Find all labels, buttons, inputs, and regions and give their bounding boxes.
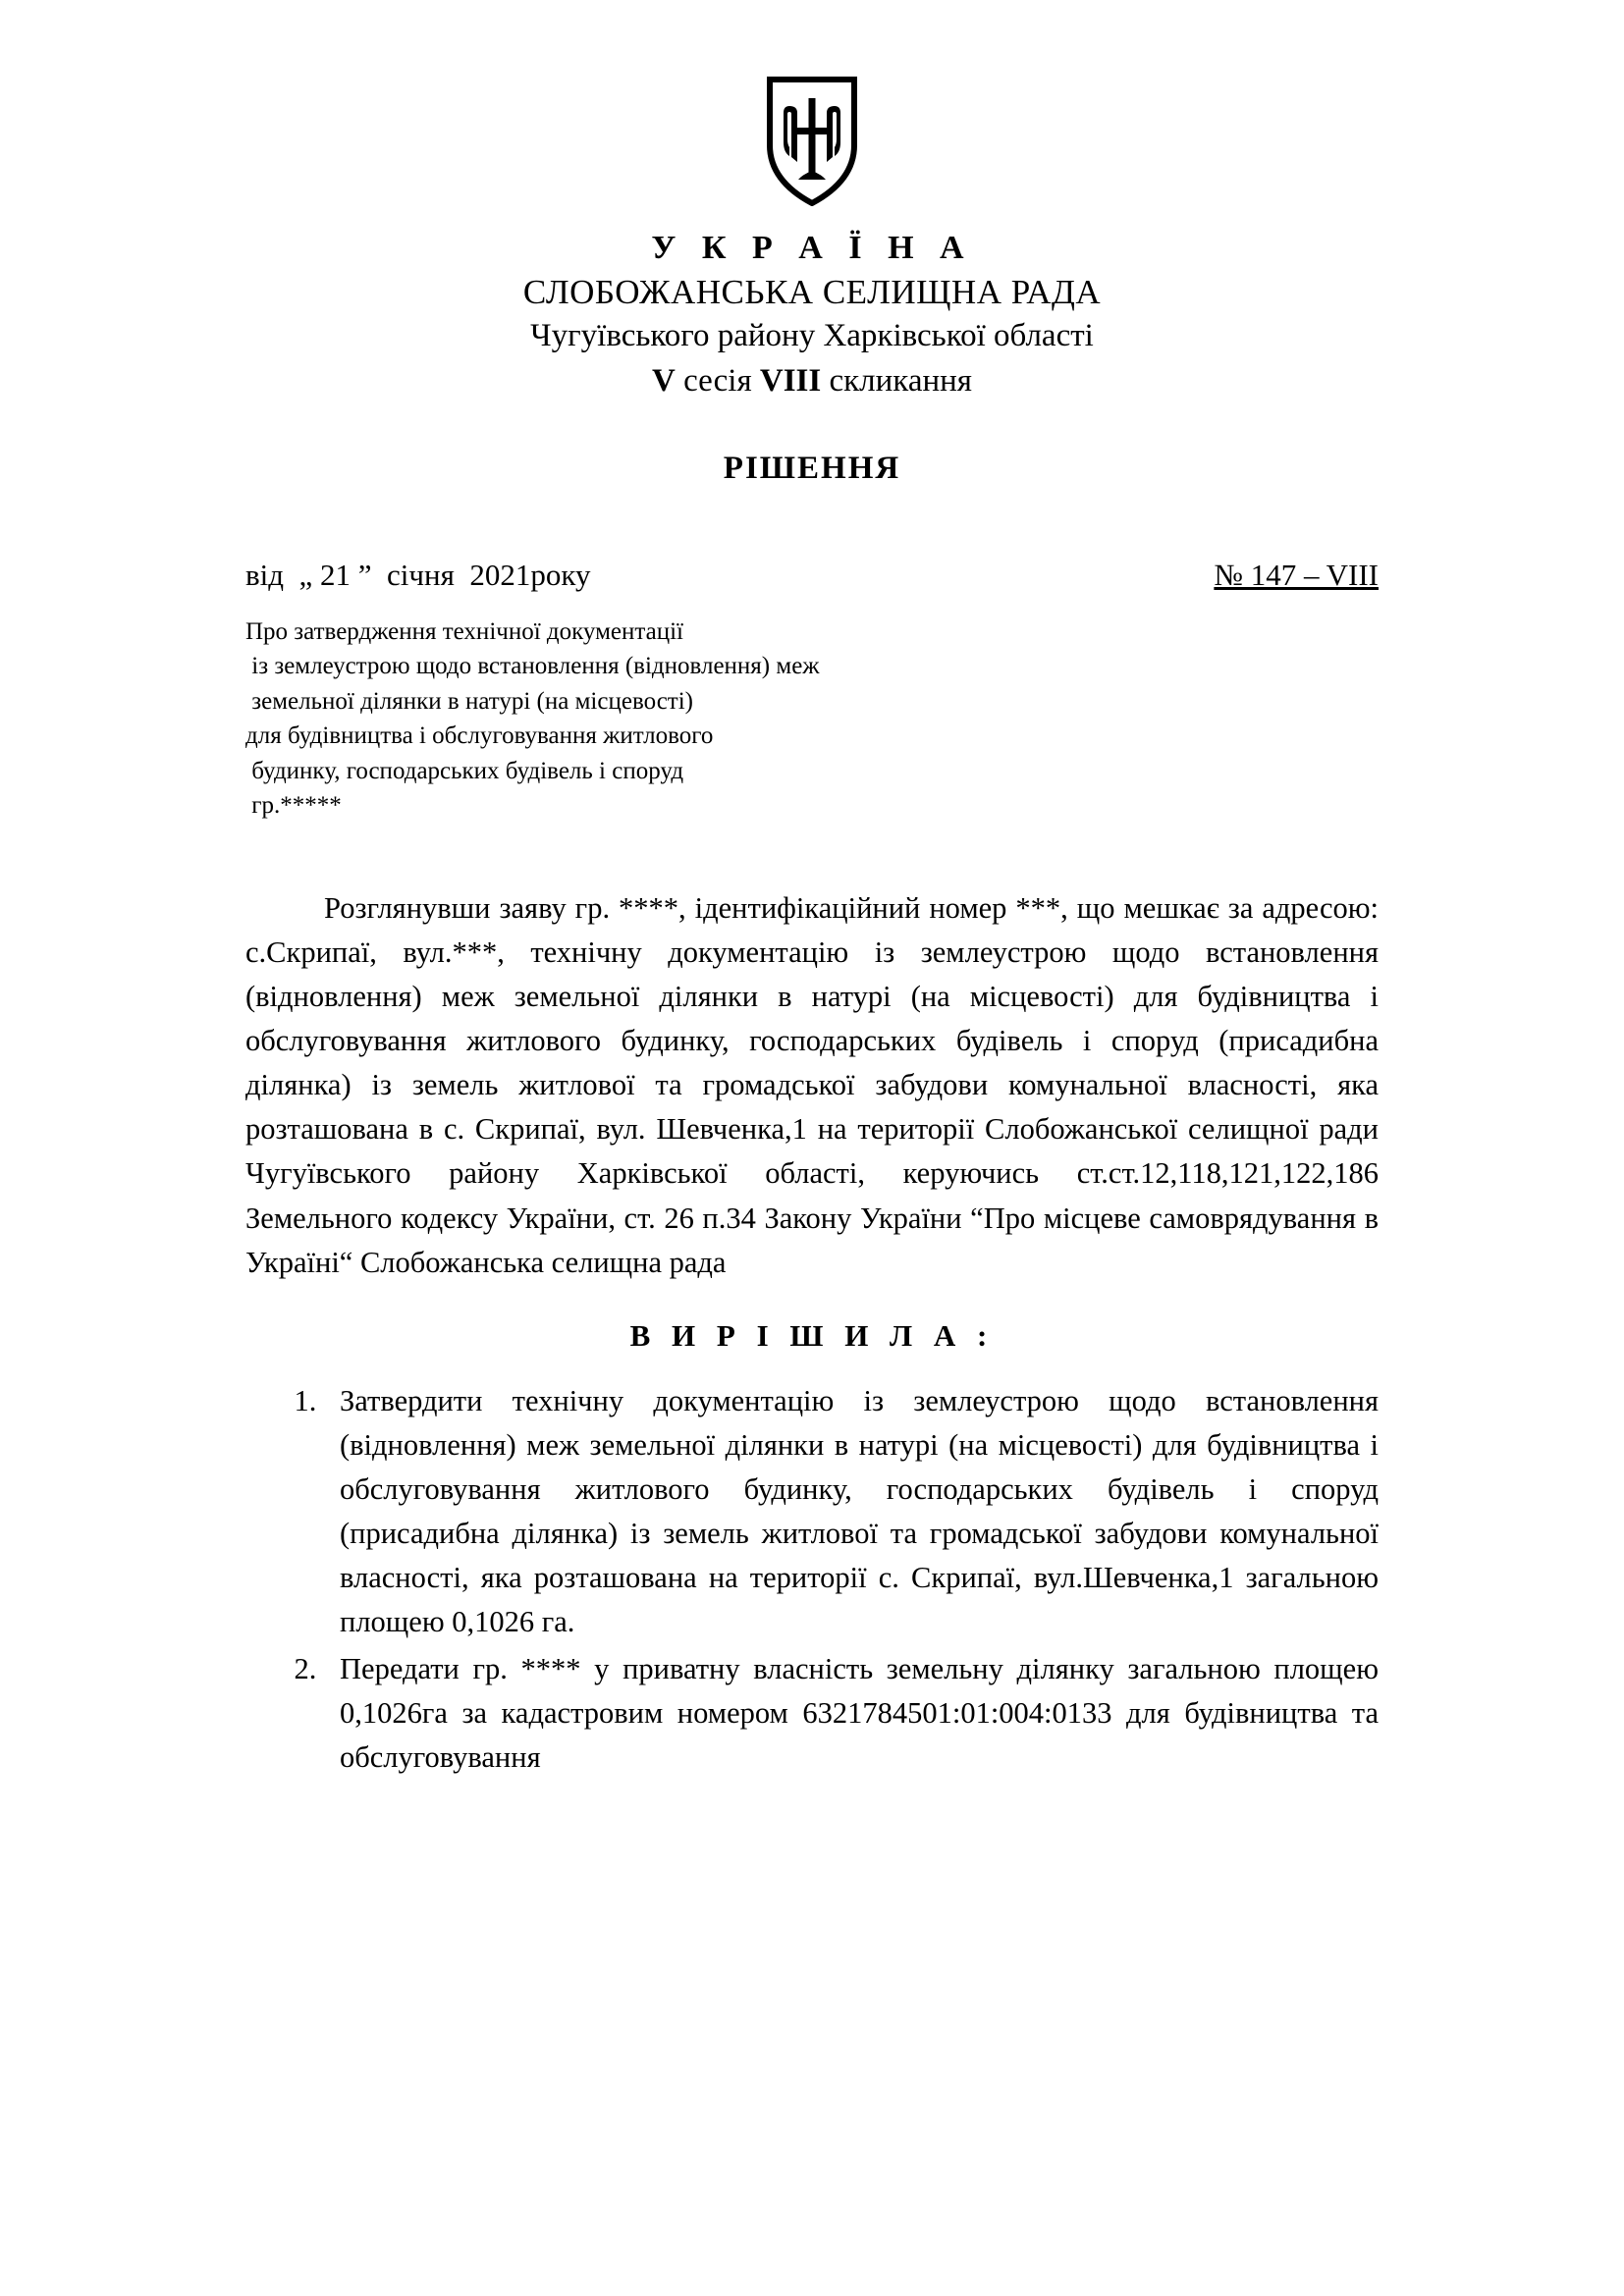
decision-number: № 147 – VIII: [1214, 557, 1379, 592]
decision-item: 1. Затвердити технічну документацію із землеустрою щодо встановлення (відновлення) меж земельної ділянки в натурі (на місцевості) для будівництва і обслуговування житлового будинку, господарських будівель і споруд (присадибна ділянка) із земель житлової та громадської забудови комунальної власності, яка розташована на території с. Скрипаї, вул.Шевченка,1 загальною площею 0,1026 га.: [324, 1379, 1379, 1645]
session-word: сесія: [675, 362, 760, 399]
convocation-word: скликання: [821, 362, 972, 399]
preamble-section: [0, 886, 1624, 1285]
decision-item: 2. Передати гр. **** у приватну власність земельну ділянку загальною площею 0,1026га за кадастровим номером 6321784501:01:004:0133 для будівництва та обслуговування: [324, 1647, 1379, 1780]
decision-items-list: [0, 1379, 1624, 1780]
document-header: [0, 228, 1624, 403]
decision-subject: [0, 614, 1624, 824]
subject-line: із землеустрою щодо встановлення (відновлення) меж: [245, 653, 820, 680]
decision-date: від „ 21 ” січня 2021року: [245, 557, 591, 592]
session-number: V: [652, 362, 676, 399]
decision-meta-row: [0, 558, 1624, 593]
subject-line: будинку, господарських будівель і споруд: [245, 757, 684, 784]
subject-line: гр.*****: [245, 792, 342, 820]
coat-of-arms-container: [0, 0, 1624, 206]
session-line: [0, 358, 1624, 403]
council-title: СЛОБОЖАНСЬКА СЕЛИЩНА РАДА: [522, 272, 1102, 311]
decision-heading: РІШЕННЯ: [723, 450, 901, 486]
convocation-number: VIII: [759, 362, 822, 399]
subject-line: Про затвердження технічної документації: [245, 617, 683, 645]
ukraine-trident-icon: [767, 77, 857, 206]
region-subtitle: Чугуївського району Харківської області: [530, 318, 1094, 353]
subject-line: для будівництва і обслуговування житлового: [245, 722, 714, 750]
preamble-paragraph: Розглянувши заяву гр. ****, ідентифікаційний номер ***, що мешкає за адресою: с.Скрипаї, вул.***, технічну документацію із землеустрою щодо встановлення (відновлення) меж земельної ділянки в натурі (на місцевості) для будівництва і обслуговування житлового будинку, господарських будівель і споруд (присадибна ділянка) із земель житлової та громадської забудови комунальної власності, яка розташована в с. Скрипаї, вул. Шевченка,1 на території Слобожанської селищної ради Чугуївського району Харківської області, керуючись ст.ст.12,118,121,122,186 Земельного кодексу України, ст. 26 п.34 Закону України “Про місцеве самоврядування в Україні“ Слобожанська селищна рада: [245, 890, 1379, 1279]
country-title: У К Р А Ї Н А: [651, 230, 973, 266]
subject-line: земельної ділянки в натурі (на місцевості): [245, 687, 693, 715]
resolved-heading: В И Р І Ш И Л А :: [629, 1317, 995, 1353]
